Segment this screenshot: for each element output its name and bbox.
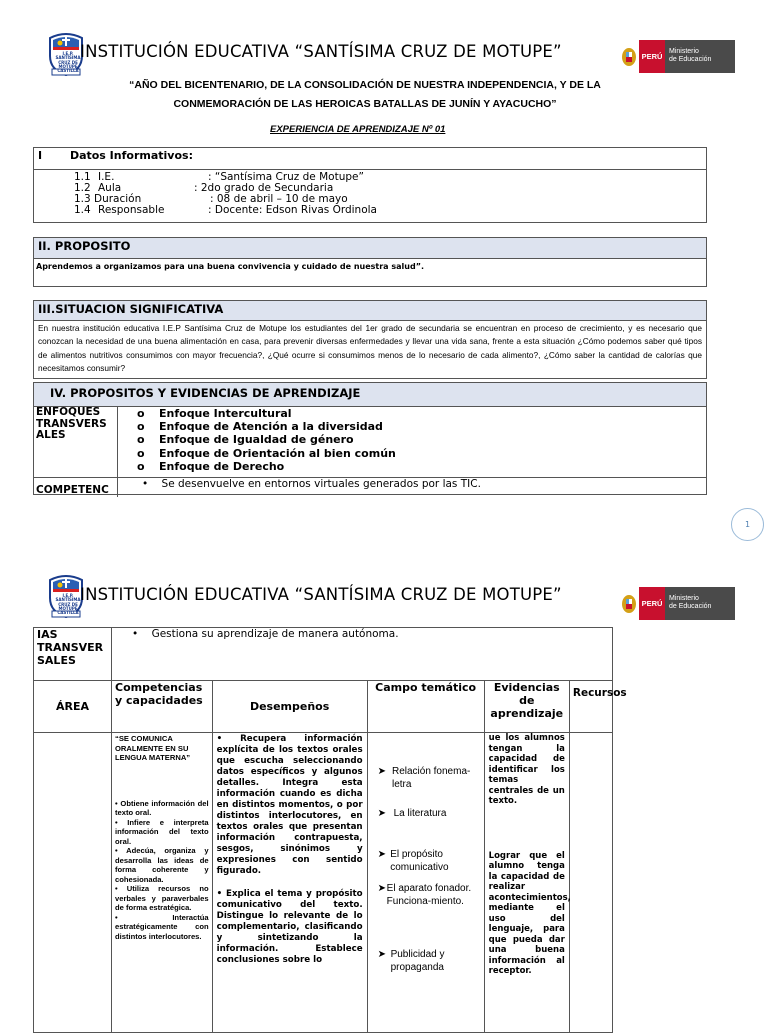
col-campo: Campo temático xyxy=(367,681,484,733)
year-motto xyxy=(60,76,670,114)
datos-row xyxy=(74,172,706,183)
logo-text-line: I.E.P. xyxy=(62,593,74,598)
datos-heading-label: Datos Informativos: xyxy=(69,149,193,162)
datos-value: : Docente: Edson Rivas Ordinola xyxy=(208,204,377,216)
competencia-title: “SE COMUNICA ORALMENTE EN SU LENGUA MATERNA” xyxy=(115,734,191,762)
badge-ministry-line2: de Educación xyxy=(669,56,712,63)
capacidad-item: • Obtiene información del texto oral. xyxy=(115,798,209,817)
proposito-heading: II. PROPOSITO xyxy=(34,238,706,259)
desempenos-cell xyxy=(212,733,367,1033)
gestiona-text: Gestiona su aprendizaje de manera autónoma. xyxy=(151,628,399,640)
datos-label: Aula xyxy=(98,182,122,194)
badge-ministry-line2: de Educación xyxy=(669,603,712,610)
logo-text-line: SANTÍSIMA xyxy=(55,597,81,603)
datos-label: I.E. xyxy=(98,171,115,183)
arrow-bullet-icon: ➤ xyxy=(377,849,387,860)
recursos-cell xyxy=(569,733,612,1033)
arrow-bullet-icon: ➤ xyxy=(377,808,387,819)
enfoques-label xyxy=(36,407,114,442)
school-title: INSTITUCIÓN EDUCATIVA “SANTÍSIMA CRUZ DE MOTUPE” xyxy=(80,42,562,61)
gestiona-bullet: • xyxy=(132,628,139,640)
competenc-bullet: • xyxy=(142,478,149,490)
campo-text: Relación fonema-letra xyxy=(391,766,471,790)
competenc-cell xyxy=(118,478,708,498)
enfoque-text: Enfoque de Igualdad de género xyxy=(159,433,354,447)
enfoque-text: Enfoque de Atención a la diversidad xyxy=(159,420,383,434)
logo-text-line: CASTILLA xyxy=(57,68,79,74)
campo-item xyxy=(368,874,484,908)
competencias-cell xyxy=(112,733,213,1033)
enfoque-bullet: o xyxy=(137,420,145,434)
proposito-text: Aprendemos a organizamos para una buena convivencia y cuidado de nuestra salud”. xyxy=(36,262,424,271)
competenc-label-cell xyxy=(33,478,118,498)
experience-title: EXPERIENCIA DE APRENDIZAJE Nº 01 xyxy=(270,124,446,135)
minedu-badge xyxy=(619,40,735,73)
capacidad-item: • Utiliza recursos no verbales y paraverbales de forma estratégica. xyxy=(115,884,209,912)
desempeno-item: • Explica el tema y propósito comunicativo del texto. Distingue lo relevante de lo complementario, clasificando y sintetizando la información. Establece conclusiones sobre lo xyxy=(216,889,363,965)
peru-coat-of-arms-icon xyxy=(619,587,639,620)
arrow-bullet-icon: ➤ xyxy=(377,949,387,960)
col-area: ÁREA xyxy=(34,681,112,733)
datos-heading-num: I xyxy=(38,149,43,162)
col-recursos: Recursos xyxy=(569,681,612,733)
enfoque-bullet: o xyxy=(137,446,145,460)
table-header-row xyxy=(34,681,613,733)
situacion-text: En nuestra institución educativa I.E.P Santísima Cruz de Motupe los estudiantes del 1er grado de secundaria se encuentran en proceso de crecimiento, y es necesario que conozcan la necesidad de una buena alimentación en casa, para prevenir diversas enfermedades y llevar una vida sana, frente a esta situación ¿Cómo podemos saber qué tipos de alimentos nutritivos consumimos con mayor frecuencia?, ¿Qué ocurre si consumimos menos de lo necesario de cada alimento?, ¿Cómo saber la cantidad de calorías que necesitamos consumir? xyxy=(38,323,702,373)
transversales-label-line: SALES xyxy=(37,654,76,667)
logo-text-line: MOTUPE xyxy=(58,63,78,69)
motto-line2: CONMEMORACIÓN DE LAS HEROICAS BATALLAS DE JUNÍN Y AYACUCHO” xyxy=(173,98,557,110)
propositos-heading: IV. PROPOSITOS Y EVIDENCIAS DE APRENDIZAJE xyxy=(34,383,706,407)
campo-text: La literatura xyxy=(393,808,447,819)
competenc-row xyxy=(33,478,707,498)
datos-row xyxy=(74,183,706,194)
campo-item xyxy=(368,791,484,820)
badge-ministry-line1: Ministerio xyxy=(669,595,699,602)
col-competencias: Competencias y capacidades xyxy=(112,681,213,733)
school-title: INSTITUCIÓN EDUCATIVA “SANTÍSIMA CRUZ DE MOTUPE” xyxy=(80,585,562,604)
logo-text-line: CASTILLA xyxy=(57,610,79,616)
campo-text: Publicidad y propaganda xyxy=(390,949,445,973)
campo-item xyxy=(368,908,484,974)
peru-coat-of-arms-icon xyxy=(619,40,639,73)
enfoques-row xyxy=(33,407,707,478)
datos-list xyxy=(34,170,706,216)
enfoque-item xyxy=(134,420,704,433)
content-row xyxy=(34,733,613,1033)
badge-country: PERÚ xyxy=(639,587,665,620)
enfoque-bullet: o xyxy=(137,459,145,473)
competenc-text: Se desenvuelve en entornos virtuales generados por las TIC. xyxy=(161,478,481,490)
datos-num: 1.3 xyxy=(74,193,91,205)
enfoques-list xyxy=(134,407,704,473)
campo-text: El aparato fonador. Funciona-miento. xyxy=(386,883,472,907)
datos-row xyxy=(74,205,706,216)
situacion-section xyxy=(33,300,707,379)
col-evidencias: Evidencias de aprendizaje xyxy=(484,681,569,733)
arrow-bullet-icon: ➤ xyxy=(377,883,387,894)
enfoques-label-line: TRANSVERS xyxy=(36,417,107,430)
capacidad-item: • Adecúa, organiza y desarrolla las ideas de forma coherente y cohesionada. xyxy=(115,846,209,884)
situacion-heading: III.SITUACION SIGNIFICATIVA xyxy=(34,301,706,321)
datos-num: 1.1 xyxy=(74,171,91,183)
datos-num: 1.2 xyxy=(74,182,91,194)
transversales-row xyxy=(34,628,613,681)
propositos-section xyxy=(33,382,707,495)
campo-item xyxy=(368,820,484,874)
capacidad-item: • Interactúa estratégicamente con distintos interlocutores. xyxy=(115,912,209,941)
enfoque-item xyxy=(134,447,704,460)
enfoque-item xyxy=(134,460,704,473)
competenc-label: COMPETENC xyxy=(36,484,109,496)
enfoques-label-line: ALES xyxy=(36,429,66,441)
enfoque-bullet: o xyxy=(137,433,145,447)
datos-section xyxy=(33,147,707,223)
datos-row xyxy=(74,194,706,205)
logo-text-line: SANTÍSIMA xyxy=(55,55,81,61)
datos-label: Responsable xyxy=(98,204,165,216)
enfoques-label-cell xyxy=(33,407,118,478)
datos-value: : 08 de abril – 10 de mayo xyxy=(210,193,348,205)
campo-text: El propósito comunicativo xyxy=(390,849,449,873)
badge-ministry xyxy=(665,587,711,620)
badge-country: PERÚ xyxy=(639,40,665,73)
campo-cell xyxy=(367,733,484,1033)
area-cell xyxy=(34,733,112,1033)
logo-text-line: CRUZ DE xyxy=(58,601,78,607)
transversales-label-line: IAS xyxy=(37,628,58,641)
evidencia-item: Lograr que el alumno tenga la capacidad de realizar acontecimientos, mediante el uso del lenguaje, para que pueda dar una buena información al receptor. xyxy=(488,850,571,976)
gestiona-cell xyxy=(112,628,613,681)
capacidad-item: • Infiere e interpreta información del texto oral. xyxy=(115,817,209,846)
enfoque-item xyxy=(134,407,704,420)
evidencias-cell xyxy=(484,733,569,1033)
datos-value: : “Santísima Cruz de Motupe” xyxy=(208,171,364,183)
page-number: 1 xyxy=(731,508,764,541)
enfoque-text: Enfoque Intercultural xyxy=(159,407,292,420)
datos-value: : 2do grado de Secundaria xyxy=(194,182,334,194)
datos-label: Duración xyxy=(94,193,142,205)
minedu-badge xyxy=(619,587,735,620)
desempeno-item: • Recupera información explícita de los textos orales que escucha seleccionando datos específicos y algunos detalles. Integra esta información cuando es dicha en distintos momentos, o por distintos interlocutores, en textos orales que presentan información contrapuesta, sesgos, sinónimos y expresiones con sentido figurado. xyxy=(216,734,363,876)
enfoques-table xyxy=(33,407,707,497)
motto-line1: “AÑO DEL BICENTENARIO, DE LA CONSOLIDACIÓN DE NUESTRA INDEPENDENCIA, Y DE LA xyxy=(129,79,601,91)
campo-item xyxy=(368,733,484,791)
learning-table xyxy=(33,627,627,1033)
transversales-label xyxy=(37,628,108,667)
enfoque-text: Enfoque de Derecho xyxy=(159,459,285,473)
datos-heading xyxy=(34,148,706,170)
arrow-bullet-icon: ➤ xyxy=(377,766,387,777)
evidencia-item: ue los alumnos tengan la capacidad de identificar los temas centrales de un texto. xyxy=(488,733,565,806)
datos-num: 1.4 xyxy=(74,204,91,216)
logo-text-line: CRUZ DE xyxy=(58,59,78,65)
transversales-label-line: TRANSVER xyxy=(37,641,104,654)
enfoque-bullet: o xyxy=(137,407,145,420)
transversales-label-cell xyxy=(34,628,112,681)
enfoque-item xyxy=(134,433,704,446)
logo-text-line: I.E.P. xyxy=(62,51,74,56)
badge-ministry-line1: Ministerio xyxy=(669,48,699,55)
col-desempenos: Desempeños xyxy=(212,681,367,733)
proposito-section xyxy=(33,237,707,287)
enfoque-text: Enfoque de Orientación al bien común xyxy=(159,446,396,460)
enfoques-label-line: ENFOQUES xyxy=(36,406,101,418)
badge-ministry xyxy=(665,40,711,73)
logo-text-line: MOTUPE xyxy=(58,605,78,611)
enfoques-list-cell xyxy=(118,407,708,478)
